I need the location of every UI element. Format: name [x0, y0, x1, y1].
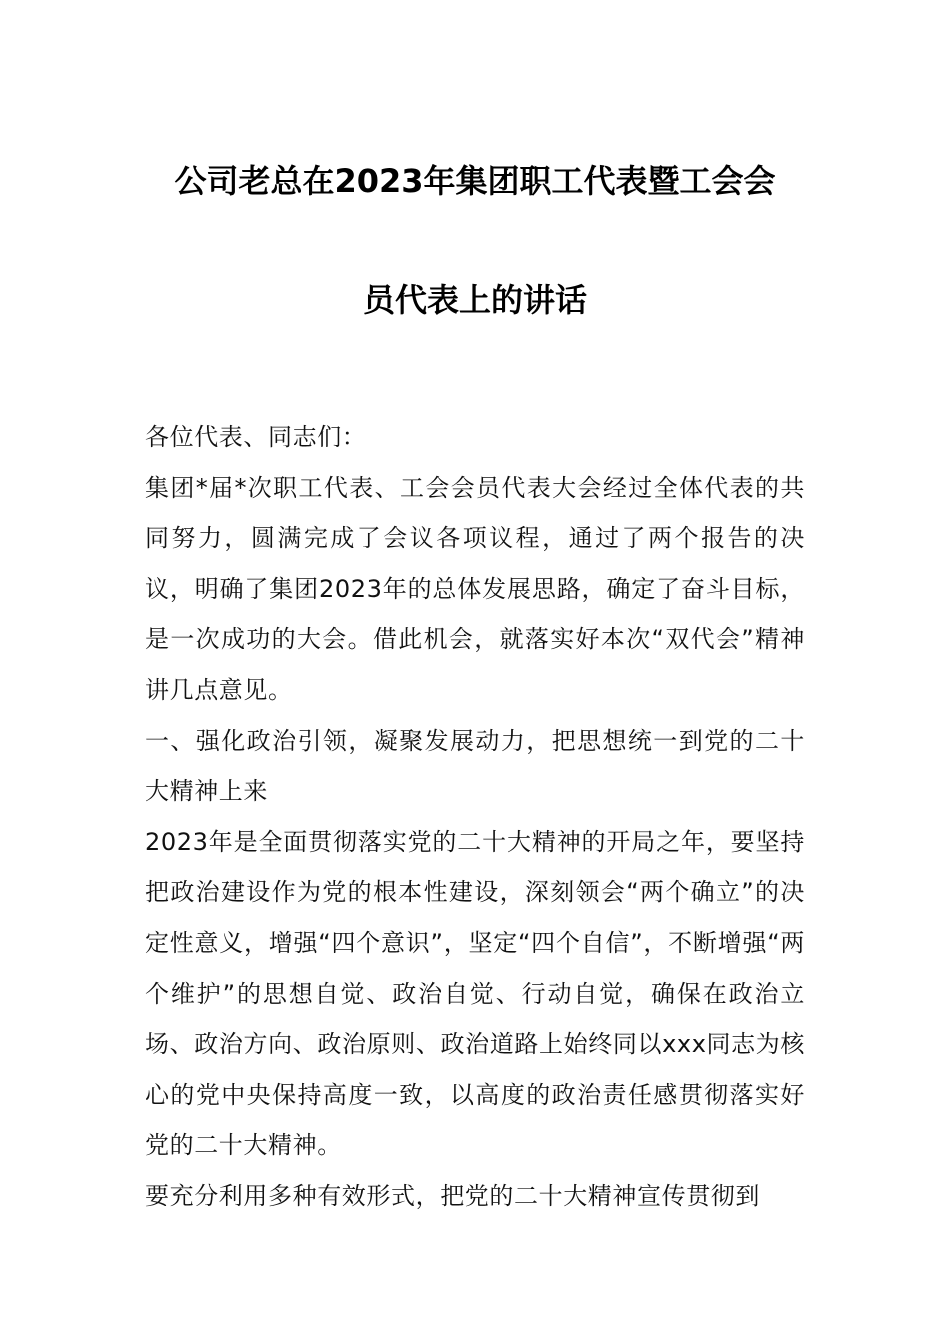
document-title-line-1: 公司老总在2023年集团职工代表暨工会会 — [174, 162, 776, 200]
paragraph: 2023年是全面贯彻落实党的二十大精神的开局之年，要坚持把政治建设作为党的根本性建设，深刻领会“两个确立”的决定性意义，增强“四个意识”，坚定“四个自信”，不断增强“两个维护”的思想自觉、政治自觉、行动自觉，确保在政治立场、政治方向、政治原则、政治道路上始终同以xxx同志为核心的党中央保持高度一致，以高度的政治责任感贯彻落实好党的二十大精神。 — [145, 827, 805, 1160]
document-body — [145, 412, 805, 1222]
paragraph: 集团*届*次职工代表、工会会员代表大会经过全体代表的共同努力，圆满完成了会议各项议程，通过了两个报告的决议，明确了集团2023年的总体发展思路，确定了奋斗目标，是一次成功的大会。借此机会，就落实好本次“双代会”精神讲几点意见。 — [145, 473, 805, 704]
paragraph: 要充分利用多种有效形式，把党的二十大精神宣传贯彻到 — [145, 1181, 760, 1210]
salutation: 各位代表、同志们： — [145, 423, 367, 451]
section-heading: 一、强化政治引领，凝聚发展动力，把思想统一到党的二十大精神上来 — [145, 726, 805, 806]
document-title-line-2: 员代表上的讲话 — [362, 281, 587, 319]
